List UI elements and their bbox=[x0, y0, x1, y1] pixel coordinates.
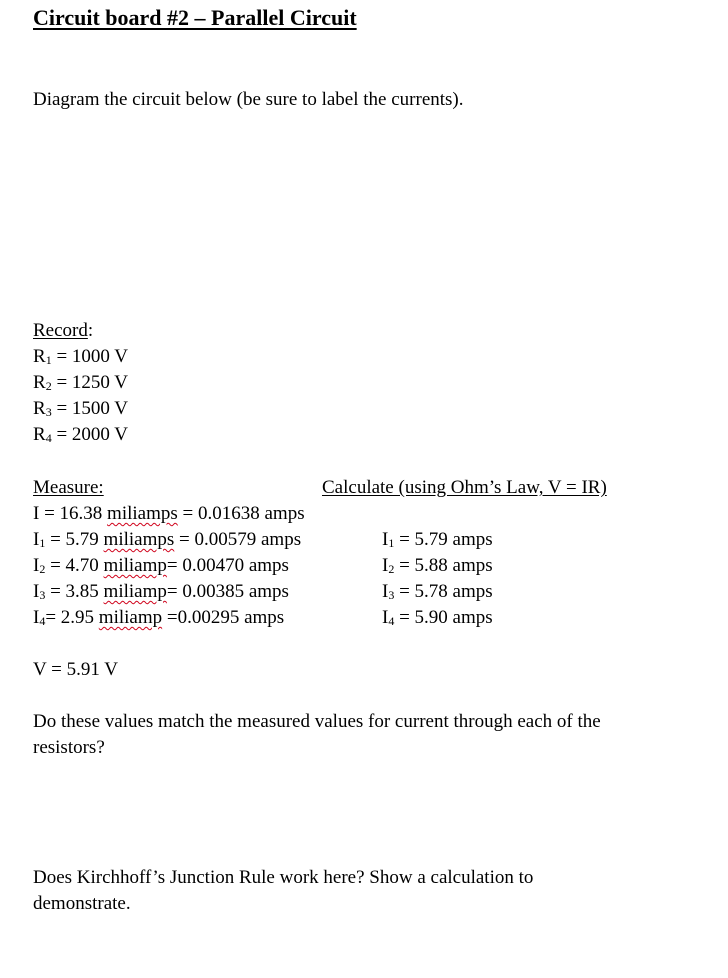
measure-i1 bbox=[33, 527, 301, 553]
diagram-instruction: Diagram the circuit below (be sure to label the currents). bbox=[33, 89, 464, 110]
calculate-value: = 5.88 amps bbox=[394, 555, 493, 576]
measure-unit: miliamp bbox=[103, 581, 167, 602]
calculate-i4 bbox=[382, 605, 493, 631]
record-subscript: 1 bbox=[45, 353, 52, 367]
question-kirchhoff-line1: Does Kirchhoff’s Junction Rule work here? Show a calculation to bbox=[33, 867, 534, 888]
measure-total bbox=[33, 501, 305, 527]
question-match-line1: Do these values match the measured values for current through each of the bbox=[33, 711, 601, 732]
record-heading-colon: : bbox=[87, 320, 94, 341]
measure-unit: miliamps bbox=[107, 503, 178, 524]
record-symbol: R bbox=[33, 424, 46, 445]
measure-subscript: 4 bbox=[39, 614, 46, 628]
calculate-subscript: 2 bbox=[388, 562, 395, 576]
record-r3 bbox=[33, 396, 128, 422]
calculate-heading: Calculate (using Ohm’s Law, V = IR) bbox=[322, 477, 607, 498]
record-value: = 2000 V bbox=[51, 424, 129, 445]
measure-subscript: 2 bbox=[39, 562, 46, 576]
measure-unit: miliamp bbox=[98, 607, 163, 628]
calculate-value: = 5.78 amps bbox=[394, 581, 493, 602]
record-symbol: R bbox=[33, 346, 46, 367]
record-heading bbox=[33, 318, 93, 344]
measure-value: = 5.79 bbox=[45, 529, 104, 550]
record-value: = 1500 V bbox=[51, 398, 129, 419]
measure-symbol: I bbox=[33, 607, 40, 628]
measure-i2 bbox=[33, 553, 289, 579]
record-subscript: 3 bbox=[45, 405, 52, 419]
measure-i4 bbox=[33, 605, 284, 631]
measure-value: = 4.70 bbox=[45, 555, 104, 576]
measure-unit: miliamp bbox=[103, 555, 167, 576]
calculate-i1 bbox=[382, 527, 493, 553]
record-symbol: R bbox=[33, 372, 46, 393]
measure-value: = 2.95 bbox=[45, 607, 99, 628]
record-heading-label: Record bbox=[33, 320, 88, 341]
record-value: = 1000 V bbox=[51, 346, 129, 367]
calculate-symbol: I bbox=[382, 529, 389, 550]
calculate-symbol: I bbox=[382, 581, 389, 602]
measure-i3 bbox=[33, 579, 289, 605]
calculate-i2 bbox=[382, 553, 493, 579]
measure-unit: miliamps bbox=[103, 529, 175, 550]
measure-conversion: = 0.00579 amps bbox=[174, 529, 302, 550]
measure-heading: Measure: bbox=[33, 477, 104, 498]
measure-symbol: I bbox=[33, 529, 40, 550]
measure-conversion: =0.00295 amps bbox=[162, 607, 285, 628]
measure-symbol: I bbox=[33, 581, 40, 602]
record-r2 bbox=[33, 370, 128, 396]
measure-total-value: I = 16.38 bbox=[33, 503, 108, 524]
calculate-symbol: I bbox=[382, 555, 389, 576]
question-kirchhoff-line2: demonstrate. bbox=[33, 893, 131, 914]
calculate-value: = 5.79 amps bbox=[394, 529, 493, 550]
question-match-line2: resistors? bbox=[33, 737, 105, 758]
measure-conversion: = 0.00385 amps bbox=[166, 581, 289, 602]
record-value: = 1250 V bbox=[51, 372, 129, 393]
calculate-subscript: 1 bbox=[388, 536, 395, 550]
page-title: Circuit board #2 – Parallel Circuit bbox=[33, 5, 357, 30]
measure-symbol: I bbox=[33, 555, 40, 576]
record-r4 bbox=[33, 422, 128, 448]
voltage-value: V = 5.91 V bbox=[33, 659, 118, 680]
calculate-subscript: 4 bbox=[388, 614, 395, 628]
measure-subscript: 3 bbox=[39, 588, 46, 602]
calculate-i3 bbox=[382, 579, 493, 605]
measure-conversion: = 0.00470 amps bbox=[166, 555, 289, 576]
record-subscript: 4 bbox=[45, 431, 52, 445]
calculate-value: = 5.90 amps bbox=[394, 607, 493, 628]
record-r1 bbox=[33, 344, 128, 370]
measure-conversion: = 0.01638 amps bbox=[177, 503, 305, 524]
measure-subscript: 1 bbox=[39, 536, 46, 550]
calculate-subscript: 3 bbox=[388, 588, 395, 602]
calculate-symbol: I bbox=[382, 607, 389, 628]
record-subscript: 2 bbox=[45, 379, 52, 393]
record-symbol: R bbox=[33, 398, 46, 419]
measure-value: = 3.85 bbox=[45, 581, 104, 602]
